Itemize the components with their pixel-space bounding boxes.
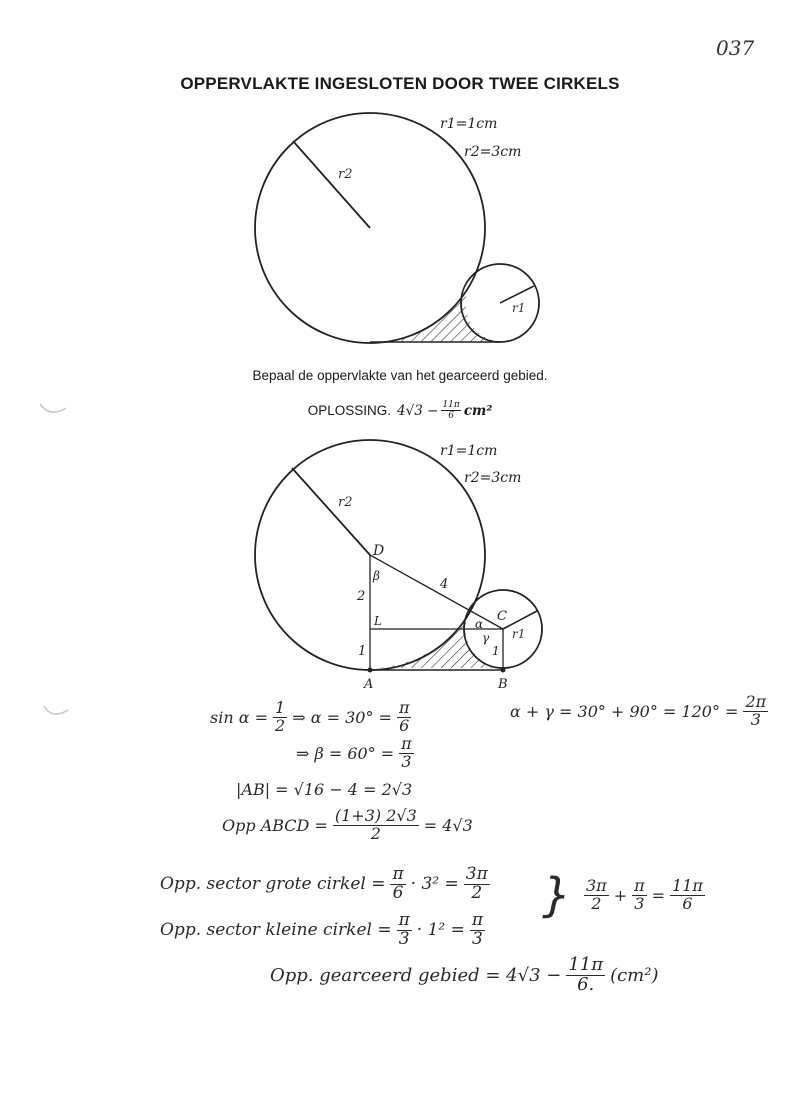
work-big-sector-a-den: 6 xyxy=(392,882,404,903)
work-sum-result xyxy=(670,878,705,913)
point-a-label: A xyxy=(364,677,374,692)
work-sum-b-den: 3 xyxy=(634,893,645,913)
work-abcd-den: 2 xyxy=(370,823,381,843)
work-line-beta xyxy=(296,736,414,771)
work-line-final xyxy=(270,956,658,995)
small-radius-label: r1 xyxy=(512,301,526,315)
solution-prefix: OPLOSSING. xyxy=(307,403,392,418)
work-big-sector-a xyxy=(390,866,405,903)
work-gamma-num: 2π xyxy=(745,692,767,711)
work-big-sector-result xyxy=(464,866,490,903)
work-sum-eq: = xyxy=(651,885,666,905)
work-line-alpha xyxy=(210,700,411,735)
work-sin-den: 2 xyxy=(275,715,286,735)
work-sum-res-den: 6 xyxy=(682,893,693,913)
work-gamma-text: α + γ = 30° + 90° = 120° = xyxy=(510,701,739,721)
work-small-sector-a xyxy=(397,912,412,949)
work-abcd-num: (1+3) 2√3 xyxy=(334,806,417,825)
big-radius-line-two xyxy=(292,468,370,555)
work-final-fraction xyxy=(566,956,605,995)
work-final-label: Opp. gearceerd gebied = 4√3 − xyxy=(270,964,562,986)
segment-cb-length: 1 xyxy=(492,644,500,658)
work-small-sector-result xyxy=(470,912,485,949)
angle-gamma-label: γ xyxy=(482,631,490,645)
point-l-label: L xyxy=(374,614,382,628)
work-sum-a xyxy=(584,878,609,913)
work-small-sector-a-den: 3 xyxy=(398,928,410,949)
work-small-sector-a-num: π xyxy=(398,910,410,930)
segment-dl-length: 2 xyxy=(357,589,366,604)
work-abcd-fraction xyxy=(333,808,419,843)
point-d-label: D xyxy=(373,543,385,559)
brace-symbol: } xyxy=(542,868,572,922)
work-line-ab: |AB| = √16 − 4 = 2√3 xyxy=(236,780,413,799)
work-alpha-fraction xyxy=(397,700,412,735)
work-alpha-den: 6 xyxy=(399,715,410,735)
question-text: Bepaal de oppervlakte van het gearceerd gebied. xyxy=(252,368,548,383)
r2-value-label: r2=3cm xyxy=(464,144,522,160)
solution-frac-num: 11π xyxy=(442,400,460,410)
work-abcd-label: Opp ABCD = xyxy=(222,815,328,835)
work-small-sector-res-den: 3 xyxy=(472,928,483,949)
work-big-sector-res-den: 2 xyxy=(471,882,483,903)
work-beta-mid: ⇒ β = 60° = xyxy=(296,743,395,763)
page-number: 037 xyxy=(716,36,755,60)
work-sin-fraction xyxy=(273,700,287,735)
work-sin-label: sin α = xyxy=(210,707,269,727)
page-title: OPPERVLAKTE INGESLOTEN DOOR TWEE CIRKELS xyxy=(180,74,620,93)
work-line-abcd xyxy=(222,808,473,843)
work-beta-fraction xyxy=(399,736,414,771)
work-small-sector-b: · 1² = xyxy=(416,920,465,941)
big-radius-label-two: r2 xyxy=(338,495,353,510)
work-line-gamma xyxy=(510,694,768,729)
work-final-den: 6. xyxy=(577,973,595,995)
work-sum-a-num: 3π xyxy=(586,876,607,895)
work-sum-b-num: π xyxy=(634,876,645,895)
work-line-small-sector xyxy=(160,912,485,949)
solution-frac-den: 6 xyxy=(448,411,454,421)
work-sum-b xyxy=(632,878,647,913)
r1-value-label-two: r1=1cm xyxy=(440,443,498,459)
work-line-big-sector xyxy=(160,866,490,903)
work-brace xyxy=(542,868,571,922)
work-big-sector-a-num: π xyxy=(392,864,404,884)
work-big-sector-res-num: 3π xyxy=(465,864,488,884)
work-sum-res-num: 11π xyxy=(672,876,703,895)
work-alpha-num: π xyxy=(398,698,410,717)
work-big-sector-label: Opp. sector grote cirkel = xyxy=(160,874,386,895)
work-line-sum xyxy=(584,878,705,913)
work-small-sector-res-num: π xyxy=(471,910,484,930)
r1-value-label: r1=1cm xyxy=(440,116,498,132)
r2-value-label-two: r2=3cm xyxy=(464,470,522,486)
work-beta-den: 3 xyxy=(401,751,412,771)
solution-lead: 4√3 − xyxy=(397,402,439,419)
work-abcd-result: = 4√3 xyxy=(423,815,473,835)
work-beta-num: π xyxy=(401,734,412,753)
angle-alpha-label: α xyxy=(475,617,484,631)
point-b-dot xyxy=(501,668,506,673)
work-gamma-den: 3 xyxy=(750,709,761,729)
point-a-dot xyxy=(368,668,373,673)
work-sum-a-den: 2 xyxy=(591,893,602,913)
solution-unit: cm² xyxy=(463,402,493,419)
point-b-label: B xyxy=(498,677,508,692)
work-gamma-fraction xyxy=(743,694,768,729)
small-radius-label-two: r1 xyxy=(512,627,526,641)
work-small-sector-label: Opp. sector kleine cirkel = xyxy=(160,920,392,941)
work-alpha-mid: ⇒ α = 30° = xyxy=(292,707,392,727)
work-final-unit: (cm²) xyxy=(610,964,659,986)
work-big-sector-b: · 3² = xyxy=(410,874,459,895)
big-radius-label: r2 xyxy=(338,167,353,182)
work-sum-plus: + xyxy=(613,885,628,905)
segment-la-length: 1 xyxy=(358,644,367,659)
point-c-label: C xyxy=(497,609,507,624)
angle-beta-label: β xyxy=(373,569,380,583)
segment-dc-length: 4 xyxy=(440,577,449,592)
work-sin-num: 1 xyxy=(275,698,286,717)
work-final-num: 11π xyxy=(568,954,604,975)
